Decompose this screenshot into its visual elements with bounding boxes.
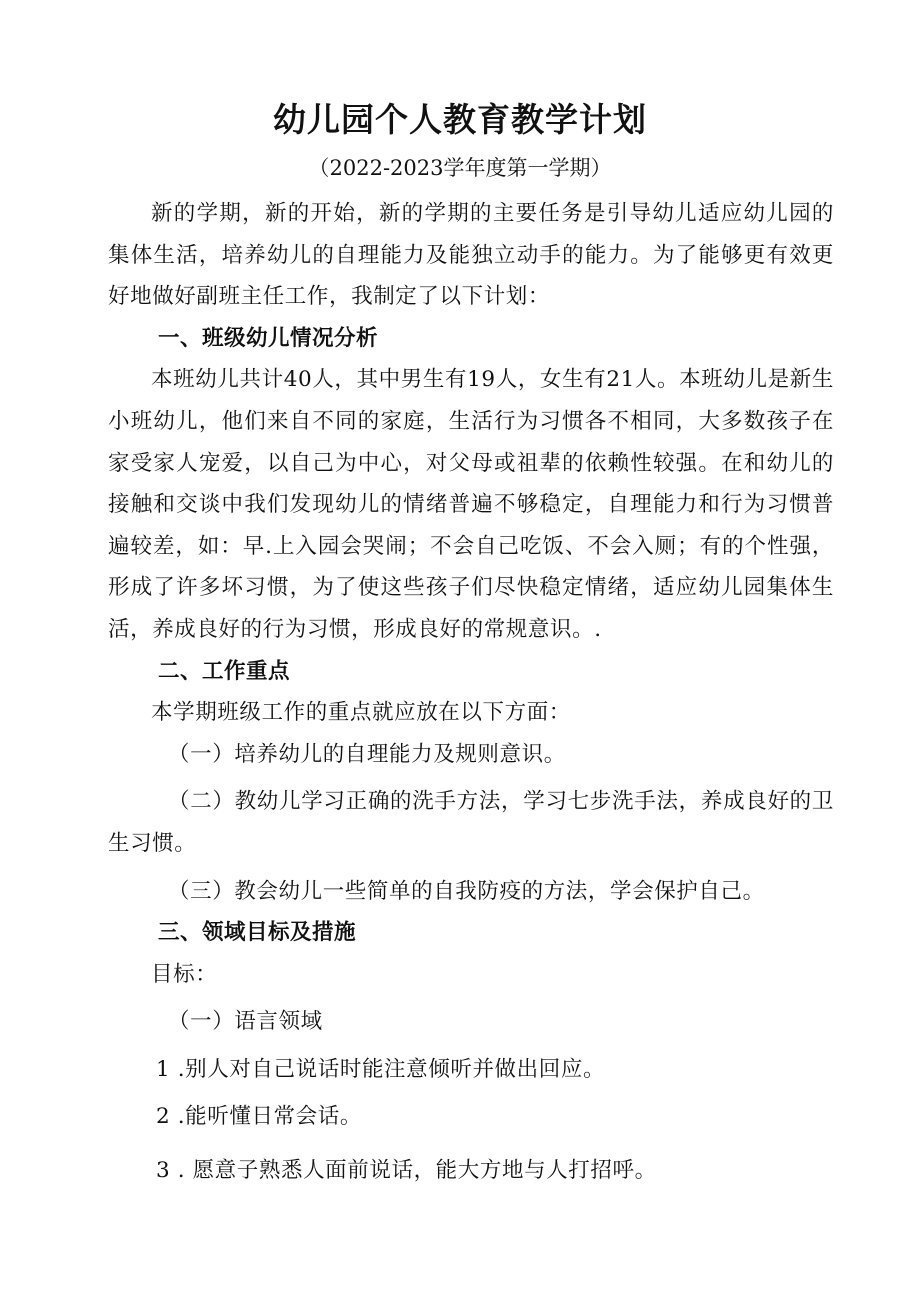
goal-item: 3 . 愿意子熟悉人面前说话，能大方地与人打招呼。 — [156, 1158, 657, 1184]
section-heading-work-focus: 二、工作重点 — [158, 658, 291, 684]
goal-label: 目标： — [151, 961, 218, 987]
section-heading-class-analysis: 一、班级幼儿情况分析 — [158, 325, 379, 351]
document-title: 幼儿园个人教育教学计划 — [273, 100, 647, 139]
work-focus-item: （二）教幼儿学习正确的洗手方法，学习七步洗手法，养成良好的卫生习惯。 — [108, 789, 834, 856]
document-body — [108, 193, 834, 1192]
goal-item: 2 .能听懂日常会话。 — [156, 1104, 362, 1130]
document-subtitle: （2022-2023学年度第一学期） — [308, 156, 612, 180]
work-focus-lead: 本学期班级工作的重点就应放在以下方面： — [151, 700, 571, 726]
class-analysis-paragraph: 本班幼儿共计40人，其中男生有19人，女生有21人。本班幼儿是新生小班幼儿，他们来自不同的家庭，生活行为习惯各不相同，大多数孩子在家受家人宠爱，以自己为中心，对父母或祖辈的依赖性较强。在和幼儿的接触和交谈中我们发现幼儿的情绪普遍不够稳定，自理能力和行为习惯普遍较差，如：早.上入园会哭闹；不会自己吃饭、不会入厕；有的个性强，形成了许多坏习惯，为了使这些孩子们尽快稳定情绪，适应幼儿园集体生活，养成良好的行为习惯，形成良好的常规意识。. — [108, 367, 834, 642]
section-heading-domain-goals: 三、领域目标及措施 — [158, 920, 357, 946]
language-domain-label: （一）语言领域 — [168, 1009, 323, 1035]
intro-paragraph: 新的学期，新的开始，新的学期的主要任务是引导幼儿适应幼儿园的集体生活，培养幼儿的自理能力及能独立动手的能力。为了能够更有效更好地做好副班主任工作，我制定了以下计划： — [108, 201, 834, 310]
work-focus-item: （一）培养幼儿的自理能力及规则意识。 — [168, 741, 566, 767]
goal-item: 1 .别人对自己说话时能注意倾听并做出回应。 — [156, 1056, 606, 1082]
work-focus-item: （三）教会幼儿一些简单的自我防疫的方法，学会保护自己。 — [168, 878, 765, 904]
